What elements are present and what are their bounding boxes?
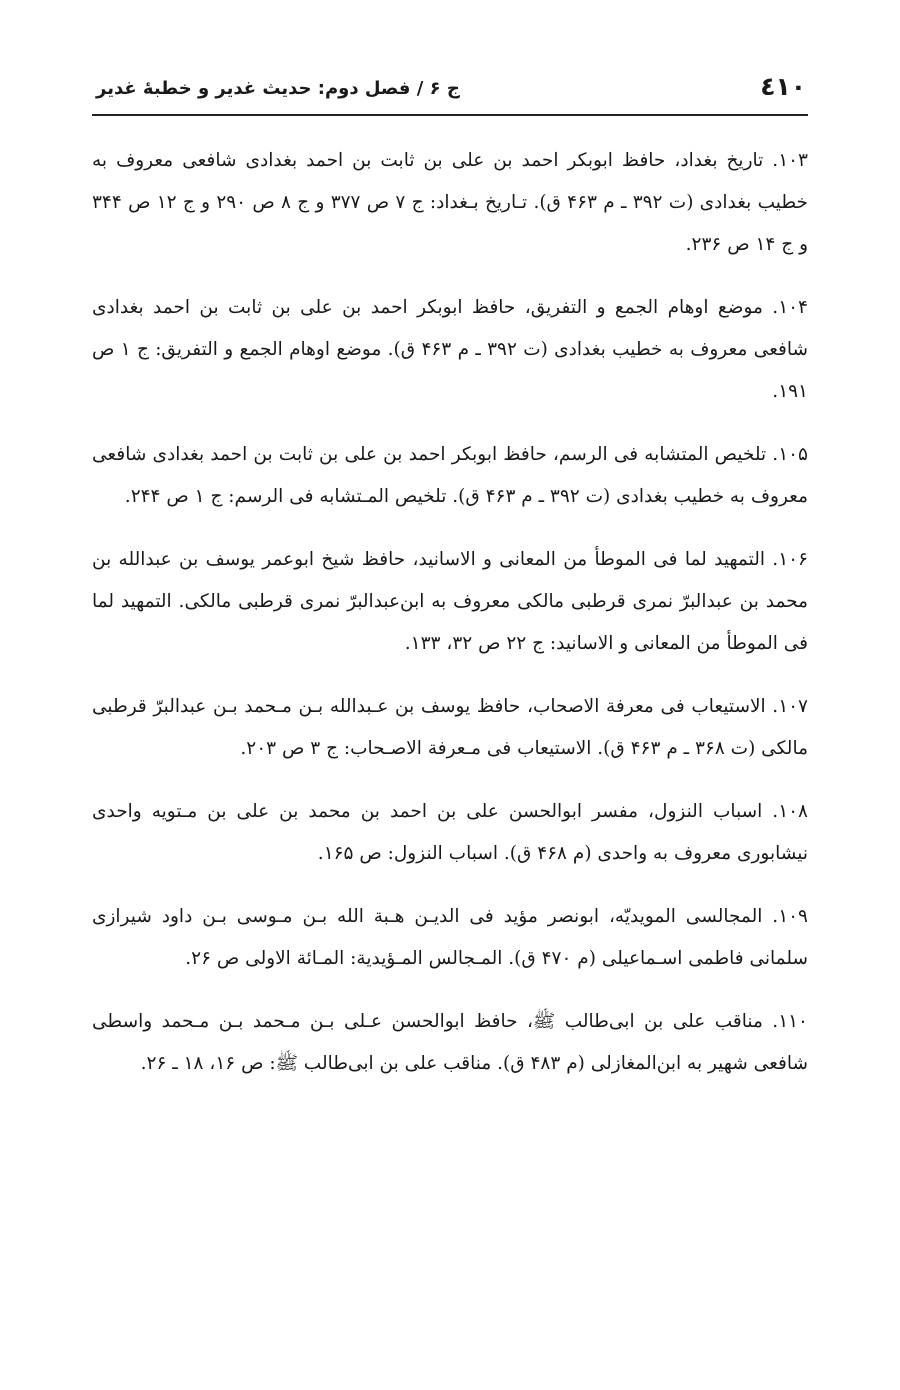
bibliography-entry-110: ۱۱۰. مناقب على بن ابى‌طالب ﷺ، حافظ ابوالحسن عـلى بـن مـحمد بـن مـحمد واسطى شافعى شهير به ابن‌المغازلى (م ۴۸۳ ق). مناقب على بن ابى‌طالب ﷺ: ص ۱۶، ۱۸ ـ ۲۶. xyxy=(92,1011,808,1074)
page-number: ٤١٠ xyxy=(760,72,806,101)
bibliography-entry-109: ۱۰۹. المجالسى المويديّه، ابونصر مؤيد فى الديـن هـبة الله بـن مـوسى بـن داود شيرازى سلمانى فاطمى اسـماعيلى (م ۴۷۰ ق). المـجالس المـؤيدية: المـائة الاولى ص ۲۶. xyxy=(92,906,808,969)
header-divider xyxy=(92,114,808,116)
bibliography-entry-103: ۱۰۳. تاريخ بغداد، حافظ ابوبكر احمد بن على بن ثابت بن احمد بغدادى شافعى معروف به خطيب بغدادى (ت ۳۹۲ ـ م ۴۶۳ ق). تـاريخ بـغداد: ج ۷ ص ۳۷۷ و ج ۸ ص ۲۹۰ و ج ۱۲ ص ۳۴۴ و ج ۱۴ ص ۲۳۶. xyxy=(92,150,808,255)
bibliography-entry-108: ۱۰۸. اسباب النزول، مفسر ابوالحسن على بن احمد بن محمد بن على بن مـتويه واحدى نيشابورى معروف به واحدى (م ۴۶۸ ق). اسباب النزول: ص ۱۶۵. xyxy=(92,801,808,864)
document-page xyxy=(92,0,808,1390)
running-title: ج ۶ / فصل دوم: حديث غدير و خطبهٔ غدير xyxy=(96,78,460,99)
bibliography-list xyxy=(92,140,808,1106)
page-header xyxy=(92,62,808,112)
bibliography-entry-106: ۱۰۶. التمهيد لما فى الموطأ من المعانى و الاسانيد، حافظ شيخ ابوعمر يوسف بن عبدالله بن محمد بن عبدالبرّ نمرى قرطبى مالكى معروف به ابن‌عبدالبرّ نمرى قرطبى مالكى. التمهيد لما فى الموطأ من المعانى و الاسانيد: ج ۲۲ ص ۳۲، ۱۳۳. xyxy=(92,549,808,654)
bibliography-entry-105: ۱۰۵. تلخيص المتشابه فى الرسم، حافظ ابوبكر احمد بن على بن ثابت بن احمد بغدادى شافعى معروف به خطيب بغدادى (ت ۳۹۲ ـ م ۴۶۳ ق). تلخيص المـتشابه فى الرسم: ج ۱ ص ۲۴۴. xyxy=(92,444,808,507)
bibliography-entry-104: ۱۰۴. موضع اوهام الجمع و التفريق، حافظ ابوبكر احمد بن على بن ثابت بن احمد بغدادى شافعى معروف به خطيب بغدادى (ت ۳۹۲ ـ م ۴۶۳ ق). موضع اوهام الجمع و التفريق: ج ۱ ص ۱۹۱. xyxy=(92,297,808,402)
bibliography-entry-107: ۱۰۷. الاستيعاب فى معرفة الاصحاب، حافظ يوسف بن عـبدالله بـن مـحمد بـن عبدالبرّ قرطبى مالكى (ت ۳۶۸ ـ م ۴۶۳ ق). الاستيعاب فى مـعرفة الاصـحاب: ج ۳ ص ۲۰۳. xyxy=(92,696,808,759)
